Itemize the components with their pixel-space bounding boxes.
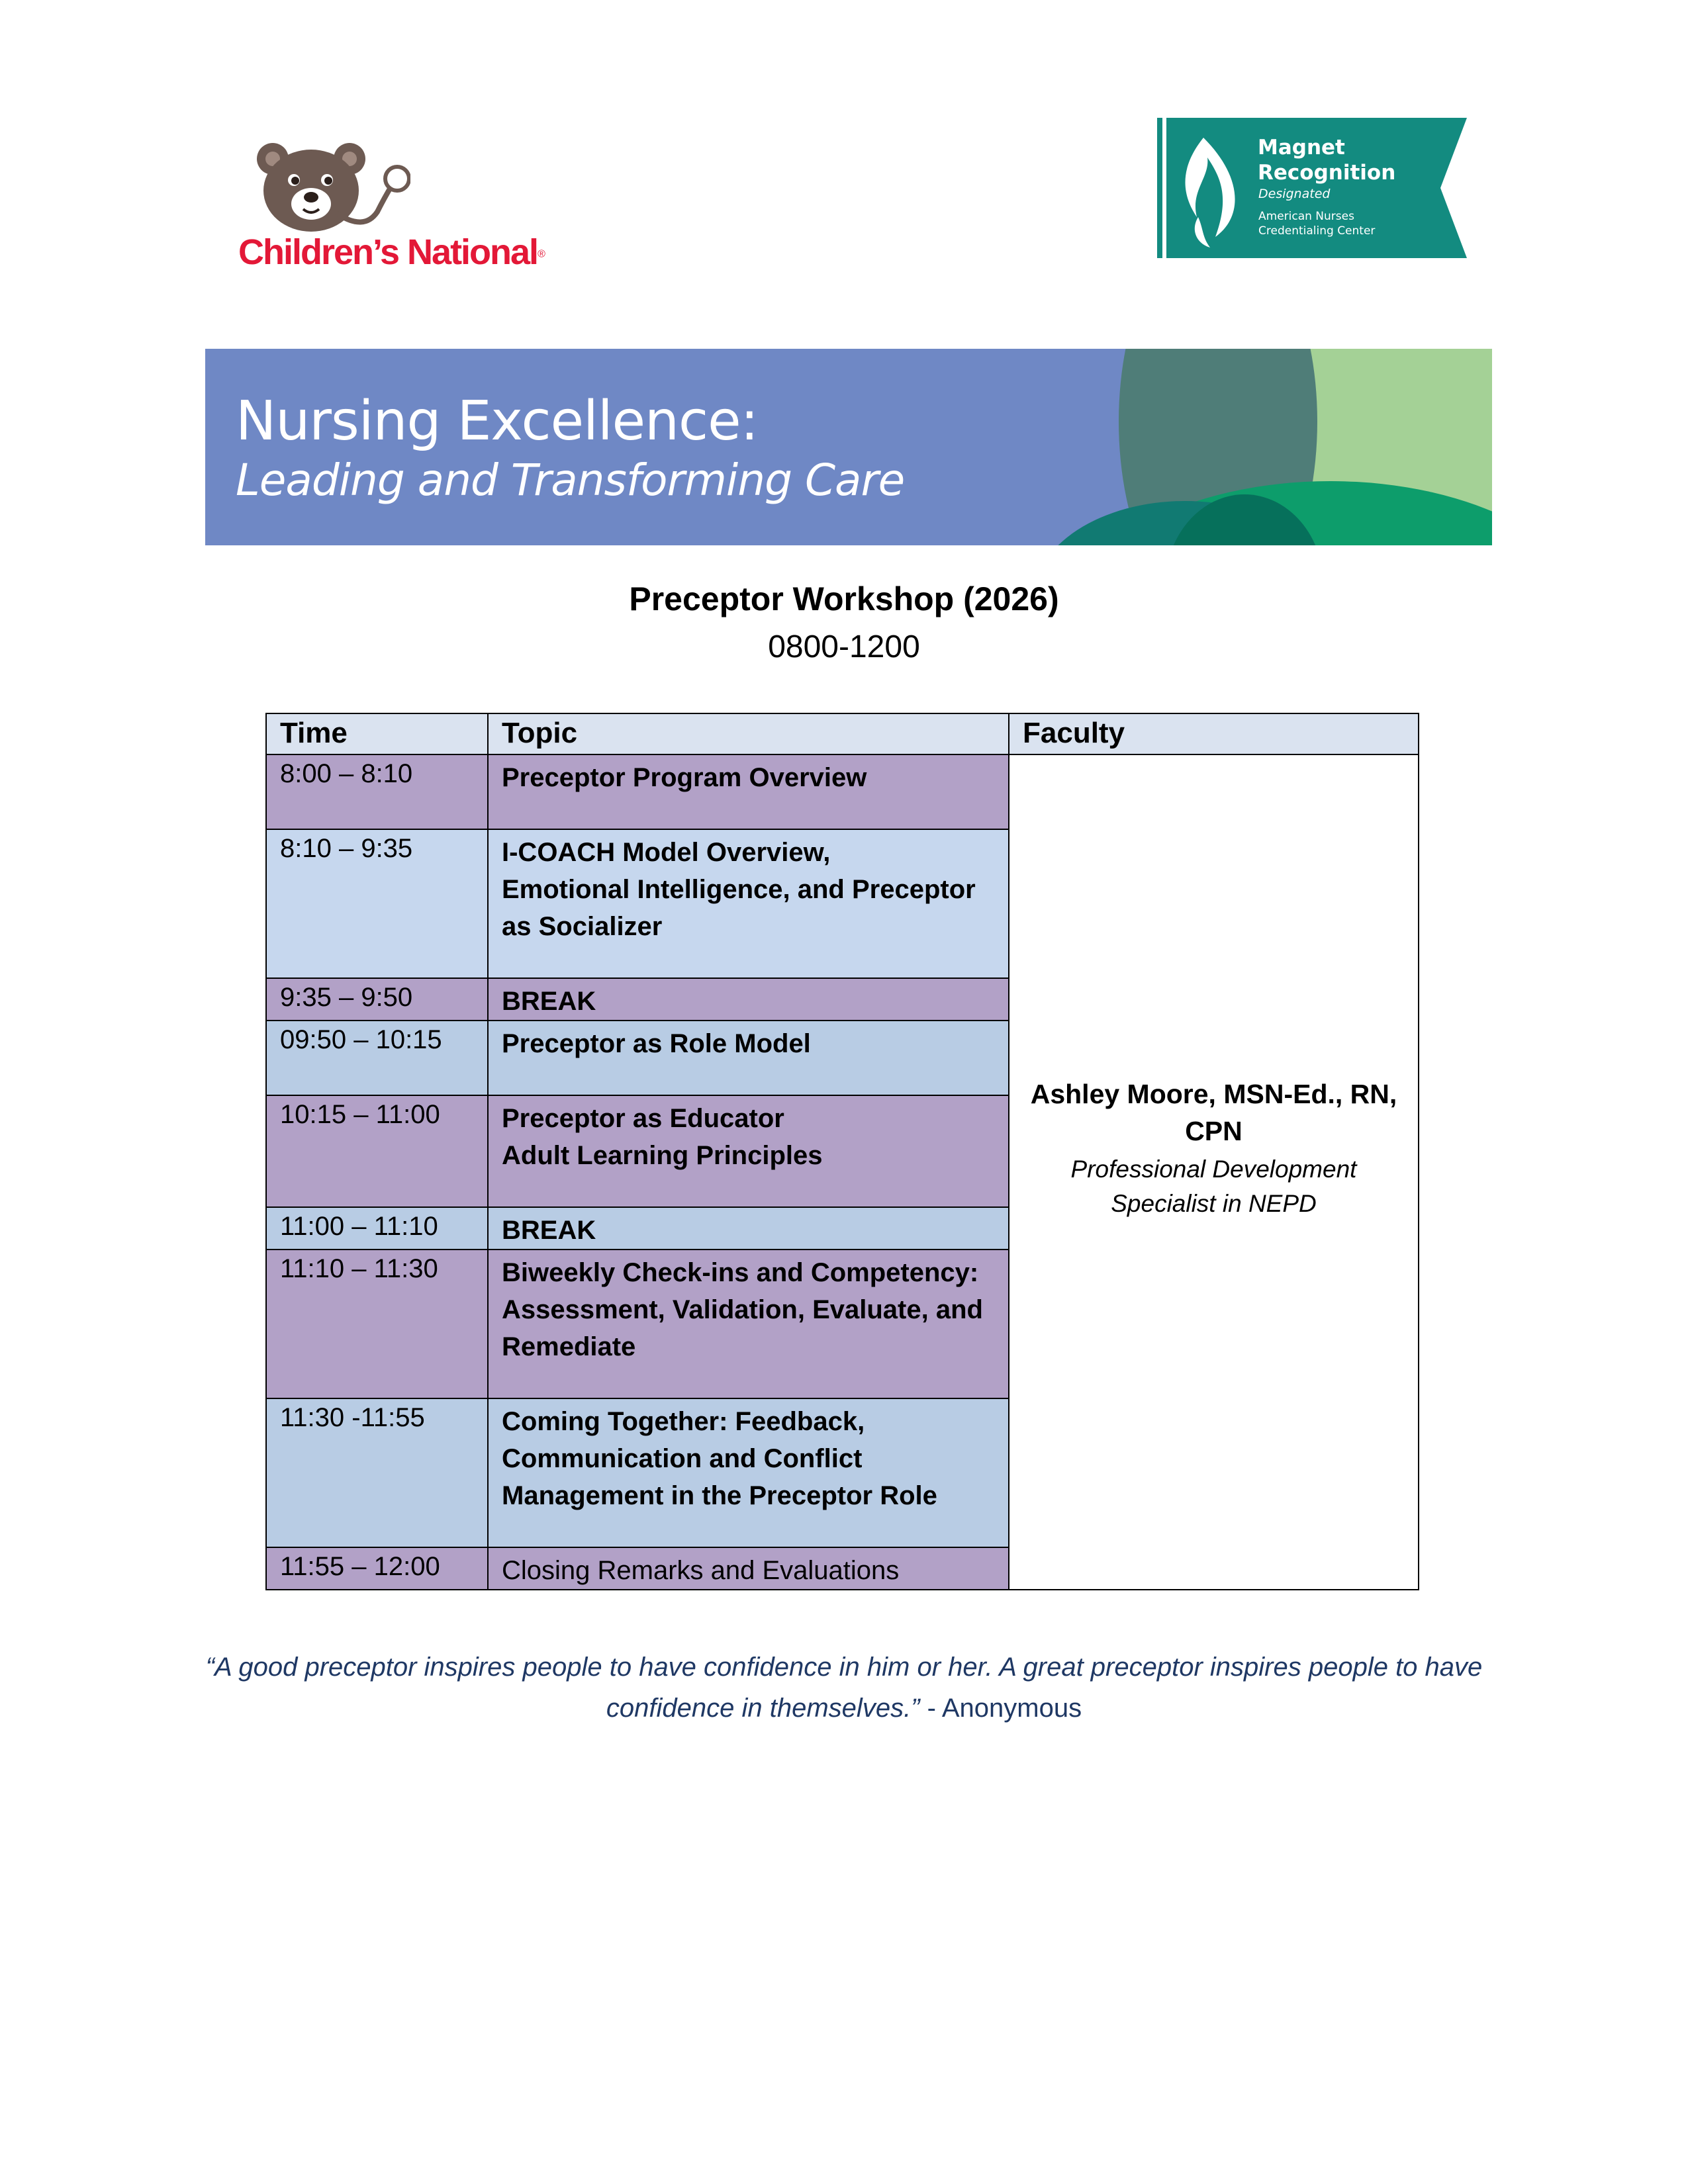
topic-cell: Closing Remarks and Evaluations xyxy=(488,1547,1009,1590)
time-cell: 11:55 – 12:00 xyxy=(266,1547,488,1590)
column-header-time: Time xyxy=(266,713,488,754)
topic-cell: Biweekly Check-ins and Competency: Assessment, Validation, Evaluate, and Remediate xyxy=(488,1250,1009,1398)
time-cell: 8:00 – 8:10 xyxy=(266,754,488,829)
childrens-national-wordmark: Children’s National® xyxy=(238,232,544,272)
topic-cell: Preceptor as Educator Adult Learning Principles xyxy=(488,1095,1009,1207)
magnet-designation: Designated xyxy=(1258,187,1331,201)
faculty-role: Professional Development Specialist in NEPD xyxy=(1070,1156,1357,1217)
time-cell: 11:10 – 11:30 xyxy=(266,1250,488,1398)
schedule-table xyxy=(265,713,1419,1590)
topic-cell: Coming Together: Feedback, Communication and Conflict Management in the Preceptor Role xyxy=(488,1398,1009,1547)
faculty-name: Ashley Moore, MSN-Ed., RN, CPN xyxy=(1030,1079,1397,1146)
column-header-faculty: Faculty xyxy=(1009,713,1419,754)
topic-cell: Preceptor Program Overview xyxy=(488,754,1009,829)
banner-subtitle: Leading and Transforming Care xyxy=(236,455,905,506)
column-header-topic: Topic xyxy=(488,713,1009,754)
table-row xyxy=(266,754,1419,829)
quote-author: - Anonymous xyxy=(919,1694,1082,1723)
time-cell: 10:15 – 11:00 xyxy=(266,1095,488,1207)
time-cell: 8:10 – 9:35 xyxy=(266,829,488,978)
time-cell: 09:50 – 10:15 xyxy=(266,1021,488,1095)
teddy-bear-stethoscope-icon xyxy=(252,139,410,238)
faculty-cell xyxy=(1009,754,1419,1590)
topic-cell: BREAK xyxy=(488,978,1009,1021)
table-header-row xyxy=(266,713,1419,754)
quote-text: “A good preceptor inspires people to have confidence in him or her. A great preceptor inspires people to have confidence in themselves.” xyxy=(205,1653,1483,1723)
magnet-recognition-logo xyxy=(1157,118,1467,258)
banner-title: Nursing Excellence: xyxy=(236,390,759,453)
nursing-excellence-banner xyxy=(205,349,1492,545)
closing-quote xyxy=(199,1647,1489,1729)
magnet-title: Magnet Recognition xyxy=(1258,136,1396,185)
page-time-range: 0800-1200 xyxy=(768,629,920,664)
magnet-organization: American Nurses Credentialing Center xyxy=(1258,210,1376,238)
time-cell: 9:35 – 9:50 xyxy=(266,978,488,1021)
childrens-national-logo xyxy=(238,139,583,271)
time-cell: 11:00 – 11:10 xyxy=(266,1207,488,1250)
time-cell: 11:30 -11:55 xyxy=(266,1398,488,1547)
topic-cell: I-COACH Model Overview, Emotional Intelligence, and Preceptor as Socializer xyxy=(488,829,1009,978)
page-title: Preceptor Workshop (2026) xyxy=(629,580,1059,617)
topic-cell: Preceptor as Role Model xyxy=(488,1021,1009,1095)
topic-cell: BREAK xyxy=(488,1207,1009,1250)
